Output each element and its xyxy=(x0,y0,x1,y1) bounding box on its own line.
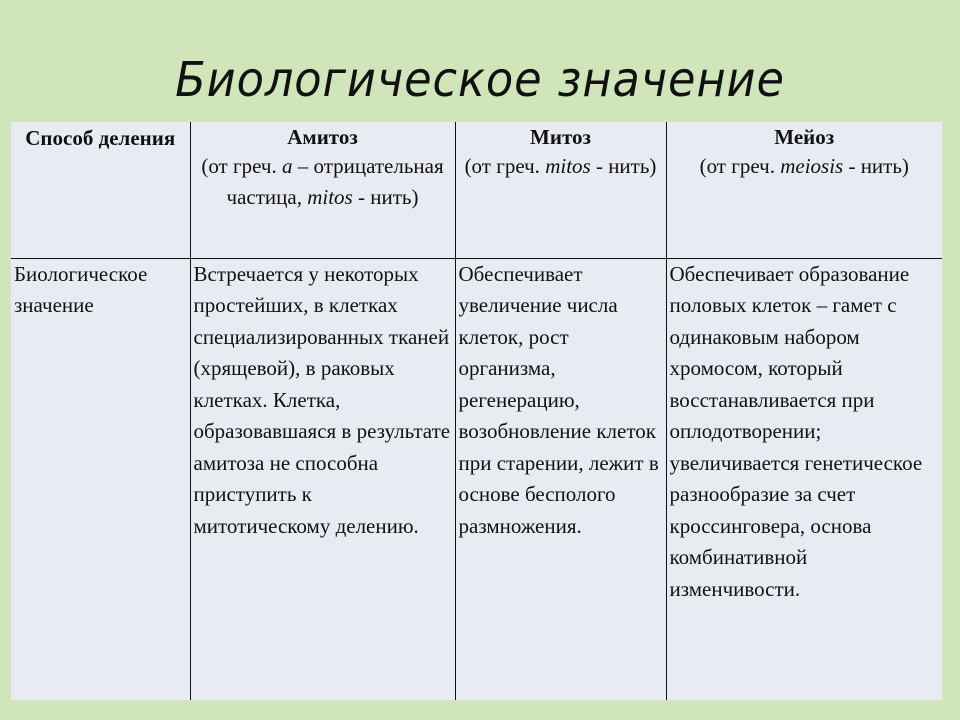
etym-text: – отрицательная частица, xyxy=(226,154,444,209)
method-name: Митоз xyxy=(530,125,591,149)
method-etymology xyxy=(459,151,663,182)
etym-greek-term: a xyxy=(281,154,293,178)
table-row xyxy=(11,258,942,700)
etym-greek-term: meiosis xyxy=(780,154,844,178)
etym-text: (от греч. xyxy=(201,154,282,178)
etym-greek-term: mitos xyxy=(307,185,353,209)
method-name: Мейоз xyxy=(774,125,835,149)
slide-title: Биологическое значение xyxy=(175,52,785,108)
etym-text: (от греч. xyxy=(464,154,546,178)
etym-greek-term: mitos xyxy=(545,154,591,178)
header-cell-mitosis xyxy=(455,122,666,258)
header-cell-method: Способ деления xyxy=(25,126,176,150)
comparison-table xyxy=(11,122,942,700)
row-label: Биологическое значение xyxy=(11,258,190,700)
cell-amitosis-significance: Встречается у некоторых простейших, в клетках специализированных тканей (хрящевой), в раковых клетках. Клетка, образовавшаяся в результате амитоза не способна приступить к митотическому делению. xyxy=(190,258,455,700)
method-etymology xyxy=(194,151,452,213)
method-etymology xyxy=(670,151,940,182)
header-cell-meiosis xyxy=(666,122,942,258)
table-header-row xyxy=(11,122,942,258)
etym-text: - нить) xyxy=(590,154,657,178)
cell-meiosis-significance: Обеспечивает образование половых клеток – гамет с одинаковым набором хромосом, который восстанавливается при оплодотворении; увеличивается генетическое разнообразие за счет кроссинговера, основа комбинативной изменчивости. xyxy=(666,258,942,700)
etym-text: (от греч. xyxy=(699,154,781,178)
etym-text: - нить) xyxy=(352,185,419,209)
method-name: Амитоз xyxy=(287,125,358,149)
header-cell-amitosis xyxy=(190,122,455,258)
cell-mitosis-significance: Обеспечивает увеличение числа клеток, рост организма, регенерацию, возобновление клеток при старении, лежит в основе бесполого размножения. xyxy=(455,258,666,700)
etym-text: - нить) xyxy=(843,154,909,178)
